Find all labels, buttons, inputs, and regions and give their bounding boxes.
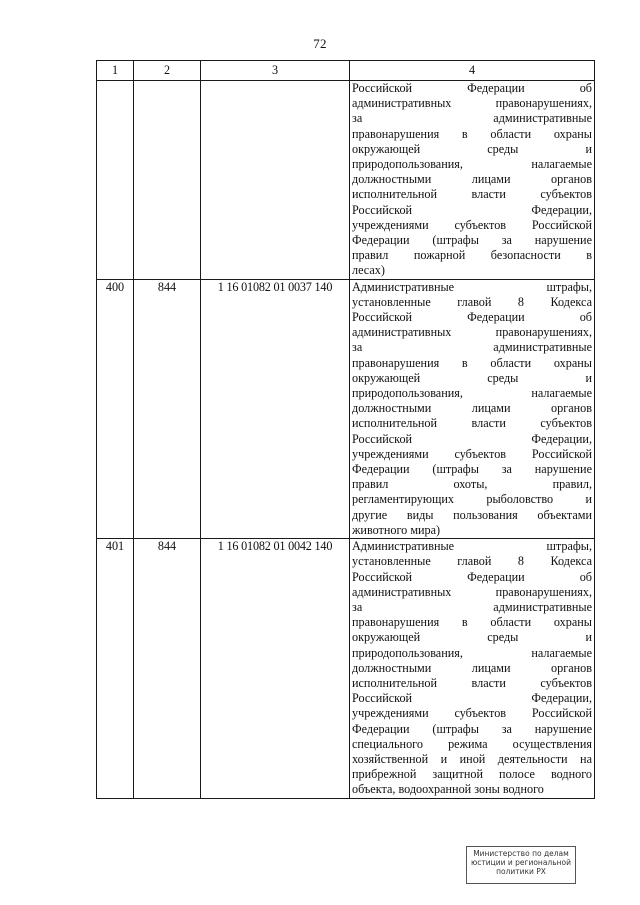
description-line: Российской Федерации, bbox=[352, 431, 592, 446]
description-line: Российской Федерации об bbox=[352, 310, 592, 325]
admin-code-cell: 844 bbox=[134, 279, 201, 538]
description-line: административных правонарушениях, bbox=[352, 325, 592, 340]
header-col-1: 1 bbox=[97, 61, 134, 81]
registration-stamp bbox=[466, 846, 576, 884]
description-line: окружающей среды и bbox=[352, 141, 592, 156]
description-line: установленные главой 8 Кодекса bbox=[352, 294, 592, 309]
description-line: Федерации (штрафы за нарушение bbox=[352, 462, 592, 477]
row-number-cell: 401 bbox=[97, 539, 134, 798]
stamp-line: Министерство по делам bbox=[473, 849, 569, 858]
description-line: регламентирующих рыболовство и bbox=[352, 492, 592, 507]
description-line: Федерации (штрафы за нарушение bbox=[352, 721, 592, 736]
stamp-line: юстиции и региональной bbox=[470, 858, 572, 867]
description-line: природопользования, налагаемые bbox=[352, 645, 592, 660]
description-line: учреждениями субъектов Российской bbox=[352, 217, 592, 232]
description-line: Российской Федерации, bbox=[352, 691, 592, 706]
description-line: исполнительной власти субъектов bbox=[352, 416, 592, 431]
description-line: должностными лицами органов bbox=[352, 401, 592, 416]
description-line: прибрежной защитной полосе водного bbox=[352, 767, 592, 782]
description-line: природопользования, налагаемые bbox=[352, 157, 592, 172]
description-line: правонарушения в области охраны bbox=[352, 615, 592, 630]
description-line: административных правонарушениях, bbox=[352, 584, 592, 599]
description-line: лесах) bbox=[352, 263, 385, 278]
row-number-cell: 400 bbox=[97, 279, 134, 538]
budget-code-cell bbox=[201, 81, 350, 280]
table-row bbox=[97, 81, 595, 280]
budget-code-cell: 1 16 01082 01 0037 140 bbox=[201, 279, 350, 538]
budget-code-cell: 1 16 01082 01 0042 140 bbox=[201, 539, 350, 798]
description-line: административных правонарушениях, bbox=[352, 96, 592, 111]
description-line: природопользования, налагаемые bbox=[352, 386, 592, 401]
description-line: Федерации (штрафы за нарушение bbox=[352, 233, 592, 248]
admin-code-cell: 844 bbox=[134, 539, 201, 798]
header-col-3: 3 bbox=[201, 61, 350, 81]
description-cell bbox=[350, 279, 595, 538]
description-line: исполнительной власти субъектов bbox=[352, 675, 592, 690]
description-line: правонарушения в области охраны bbox=[352, 126, 592, 141]
description-line: установленные главой 8 Кодекса bbox=[352, 554, 592, 569]
page-number: 72 bbox=[313, 36, 327, 51]
description-line: за административные bbox=[352, 599, 592, 614]
description-cell bbox=[350, 539, 595, 798]
header-col-2: 2 bbox=[134, 61, 201, 81]
description-line: окружающей среды и bbox=[352, 370, 592, 385]
table-row bbox=[97, 279, 595, 538]
description-line: специального режима осуществления bbox=[352, 736, 592, 751]
table-header-row bbox=[97, 61, 595, 81]
description-line: за административные bbox=[352, 111, 592, 126]
description-line: Российской Федерации об bbox=[352, 81, 592, 95]
description-line: окружающей среды и bbox=[352, 630, 592, 645]
description-line: правонарушения в области охраны bbox=[352, 355, 592, 370]
header-col-4: 4 bbox=[350, 61, 595, 81]
description-line: должностными лицами органов bbox=[352, 172, 592, 187]
description-line: правил охоты, правил, bbox=[352, 477, 592, 492]
budget-codes-table bbox=[96, 60, 595, 799]
description-line: исполнительной власти субъектов bbox=[352, 187, 592, 202]
description-line: Административные штрафы, bbox=[352, 539, 592, 554]
description-line: должностными лицами органов bbox=[352, 660, 592, 675]
description-line: Российской Федерации, bbox=[352, 202, 592, 217]
description-line: животного мира) bbox=[352, 522, 441, 537]
description-line: за административные bbox=[352, 340, 592, 355]
description-line: учреждениями субъектов Российской bbox=[352, 446, 592, 461]
description-line: другие виды пользования объектами bbox=[352, 507, 592, 522]
description-cell bbox=[350, 81, 595, 280]
description-line: Российской Федерации об bbox=[352, 569, 592, 584]
row-number-cell bbox=[97, 81, 134, 280]
description-line: Административные штрафы, bbox=[352, 279, 592, 294]
table-row bbox=[97, 539, 595, 798]
description-line: учреждениями субъектов Российской bbox=[352, 706, 592, 721]
description-line: хозяйственной и иной деятельности на bbox=[352, 751, 592, 766]
table-body bbox=[97, 81, 595, 799]
admin-code-cell bbox=[134, 81, 201, 280]
description-line: объекта, водоохранной зоны водного bbox=[352, 782, 544, 797]
stamp-line: политики РХ bbox=[496, 867, 546, 876]
description-line: правил пожарной безопасности в bbox=[352, 248, 592, 263]
